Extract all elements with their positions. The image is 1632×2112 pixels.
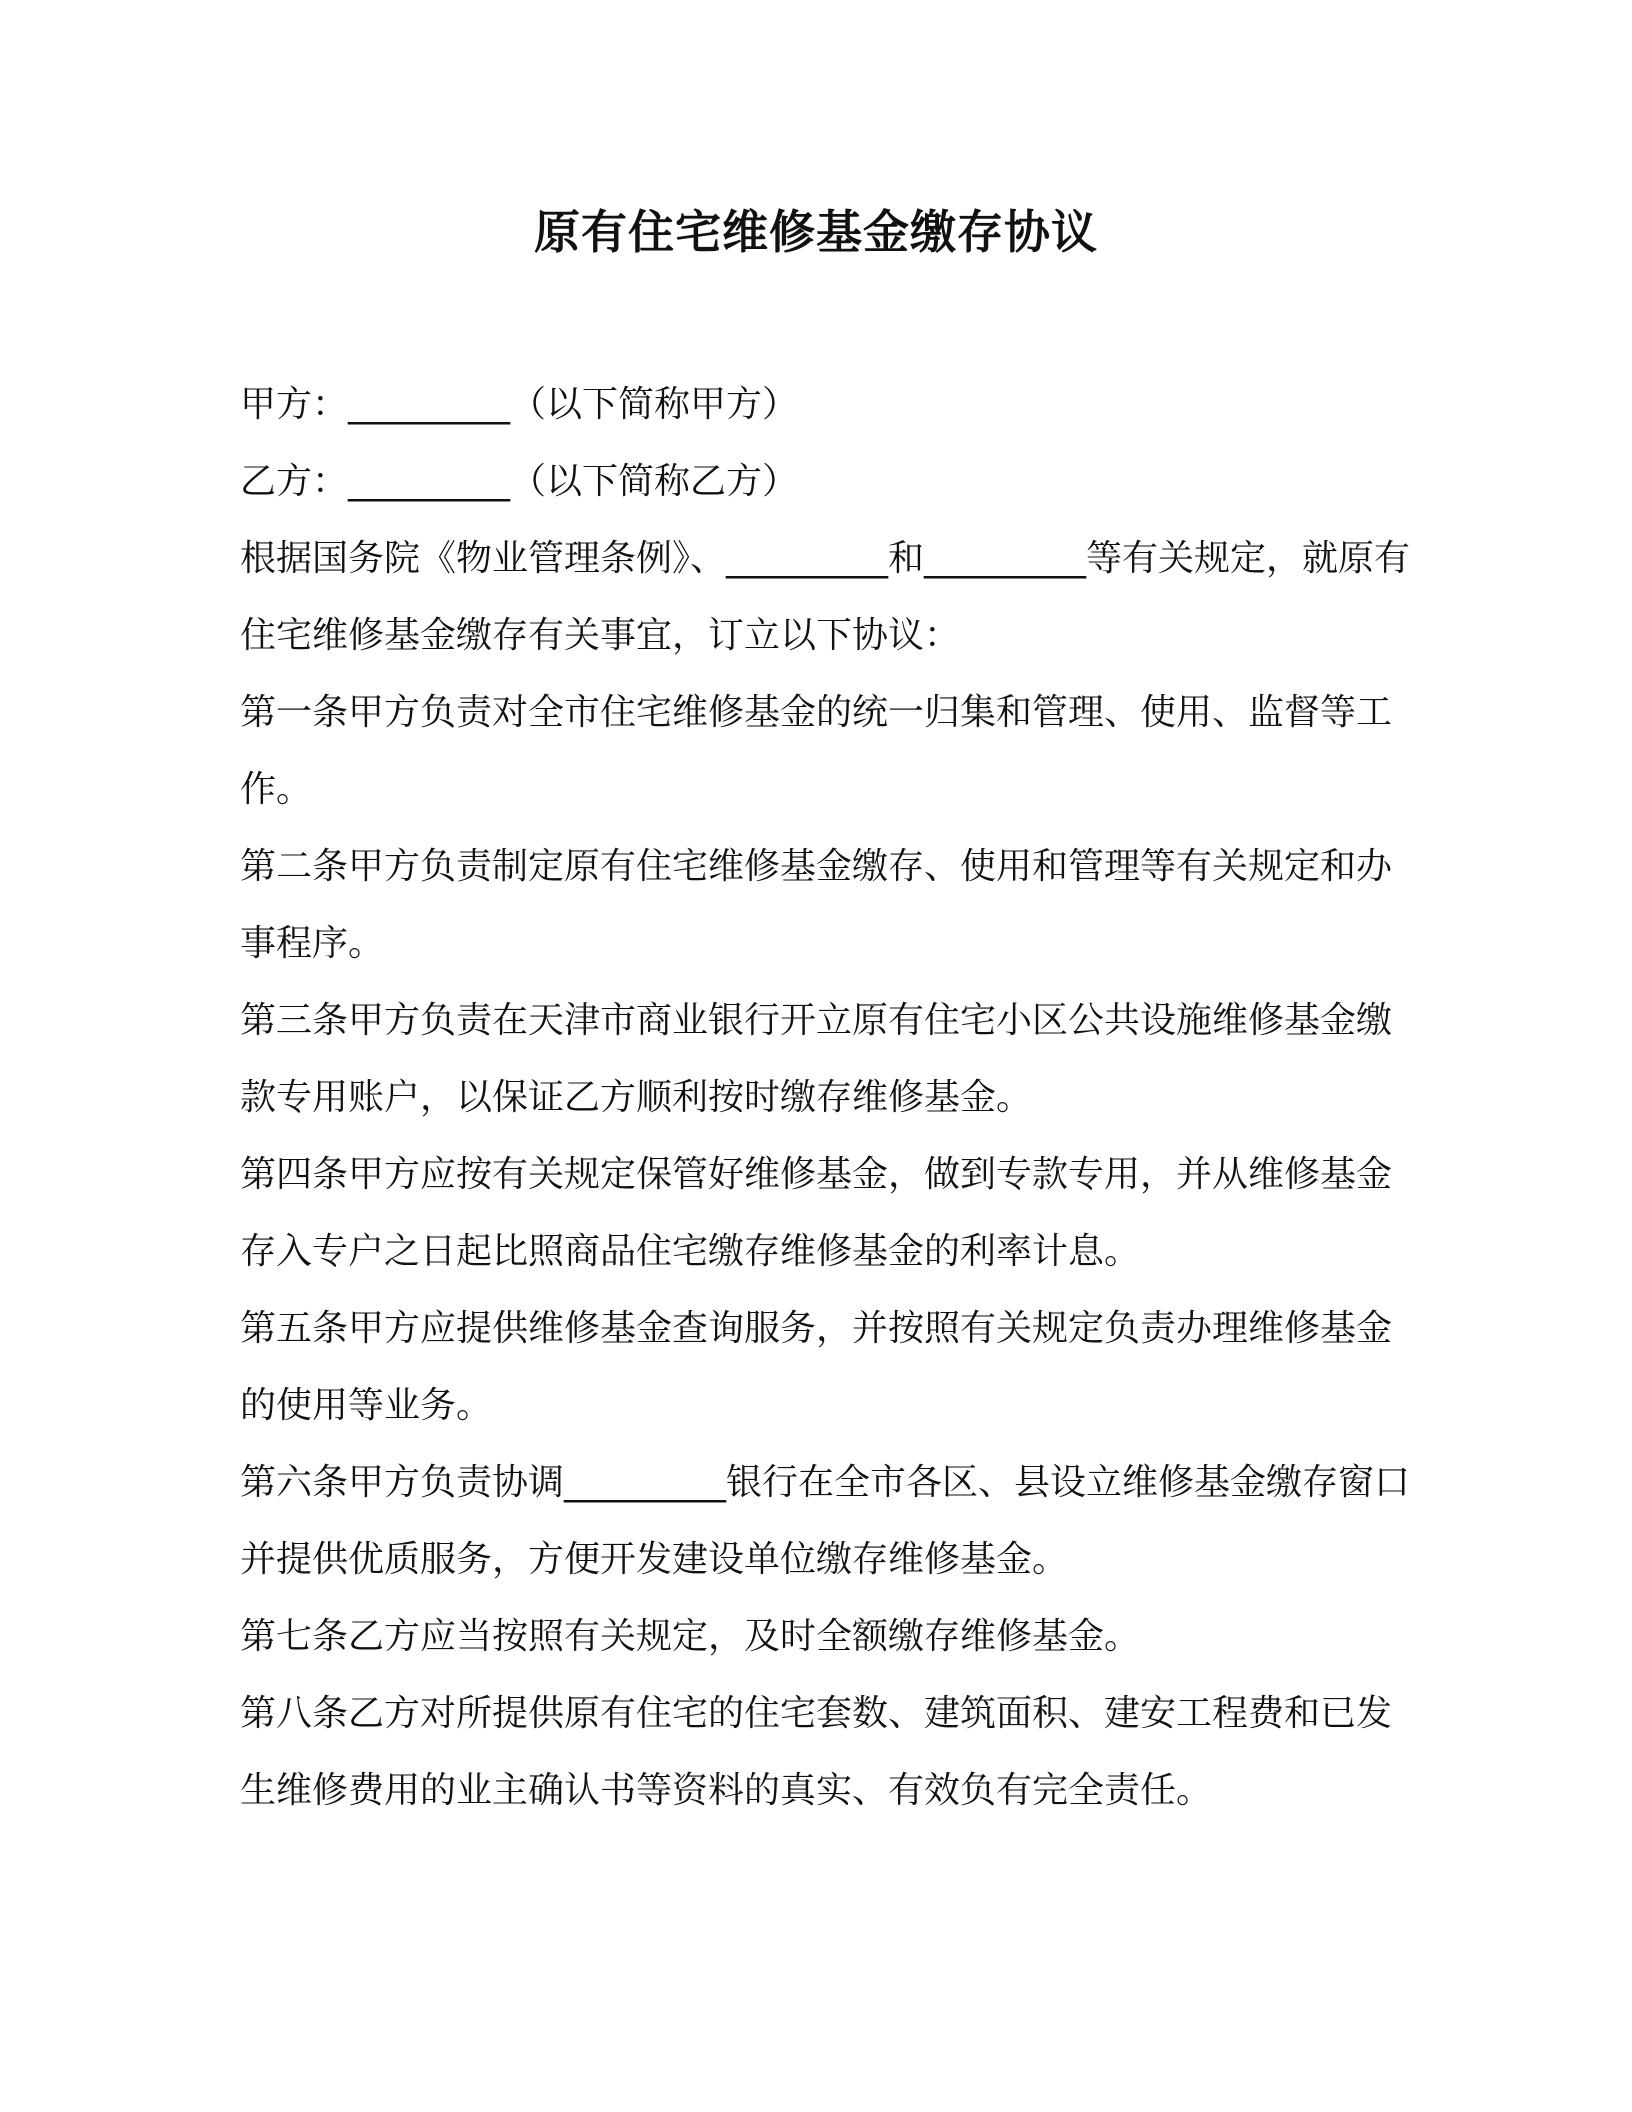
article-4: 第四条甲方应按有关规定保管好维修基金，做到专款专用，并从维修基金存入专户之日起比照商品住宅缴存维修基金的利率计息。	[240, 1154, 1393, 1272]
party-a-line: 甲方：_________（以下简称甲方）	[240, 384, 799, 425]
document-title: 原有住宅维修基金缴存协议	[534, 205, 1098, 259]
article-6: 第六条甲方负责协调_________银行在全市各区、县设立维修基金缴存窗口并提供优质服务，方便开发建设单位缴存维修基金。	[240, 1462, 1411, 1580]
article-2: 第二条甲方负责制定原有住宅维修基金缴存、使用和管理等有关规定和办事程序。	[240, 846, 1393, 964]
article-7: 第七条乙方应当按照有关规定，及时全额缴存维修基金。	[240, 1616, 1141, 1657]
document-body	[240, 366, 1410, 1829]
article-3: 第三条甲方负责在天津市商业银行开立原有住宅小区公共设施维修基金缴款专用账户，以保证乙方顺利按时缴存维修基金。	[240, 1000, 1393, 1118]
article-8: 第八条乙方对所提供原有住宅的住宅套数、建筑面积、建安工程费和已发生维修费用的业主确认书等资料的真实、有效负有完全责任。	[240, 1693, 1393, 1811]
article-5: 第五条甲方应提供维修基金查询服务，并按照有关规定负责办理维修基金的使用等业务。	[240, 1308, 1393, 1426]
preamble-paragraph: 根据国务院《物业管理条例》、_________和_________等有关规定，就原有住宅维修基金缴存有关事宜，订立以下协议：	[240, 538, 1411, 656]
article-1: 第一条甲方负责对全市住宅维修基金的统一归集和管理、使用、监督等工作。	[240, 692, 1393, 810]
party-b-line: 乙方：_________（以下简称乙方）	[240, 461, 799, 502]
